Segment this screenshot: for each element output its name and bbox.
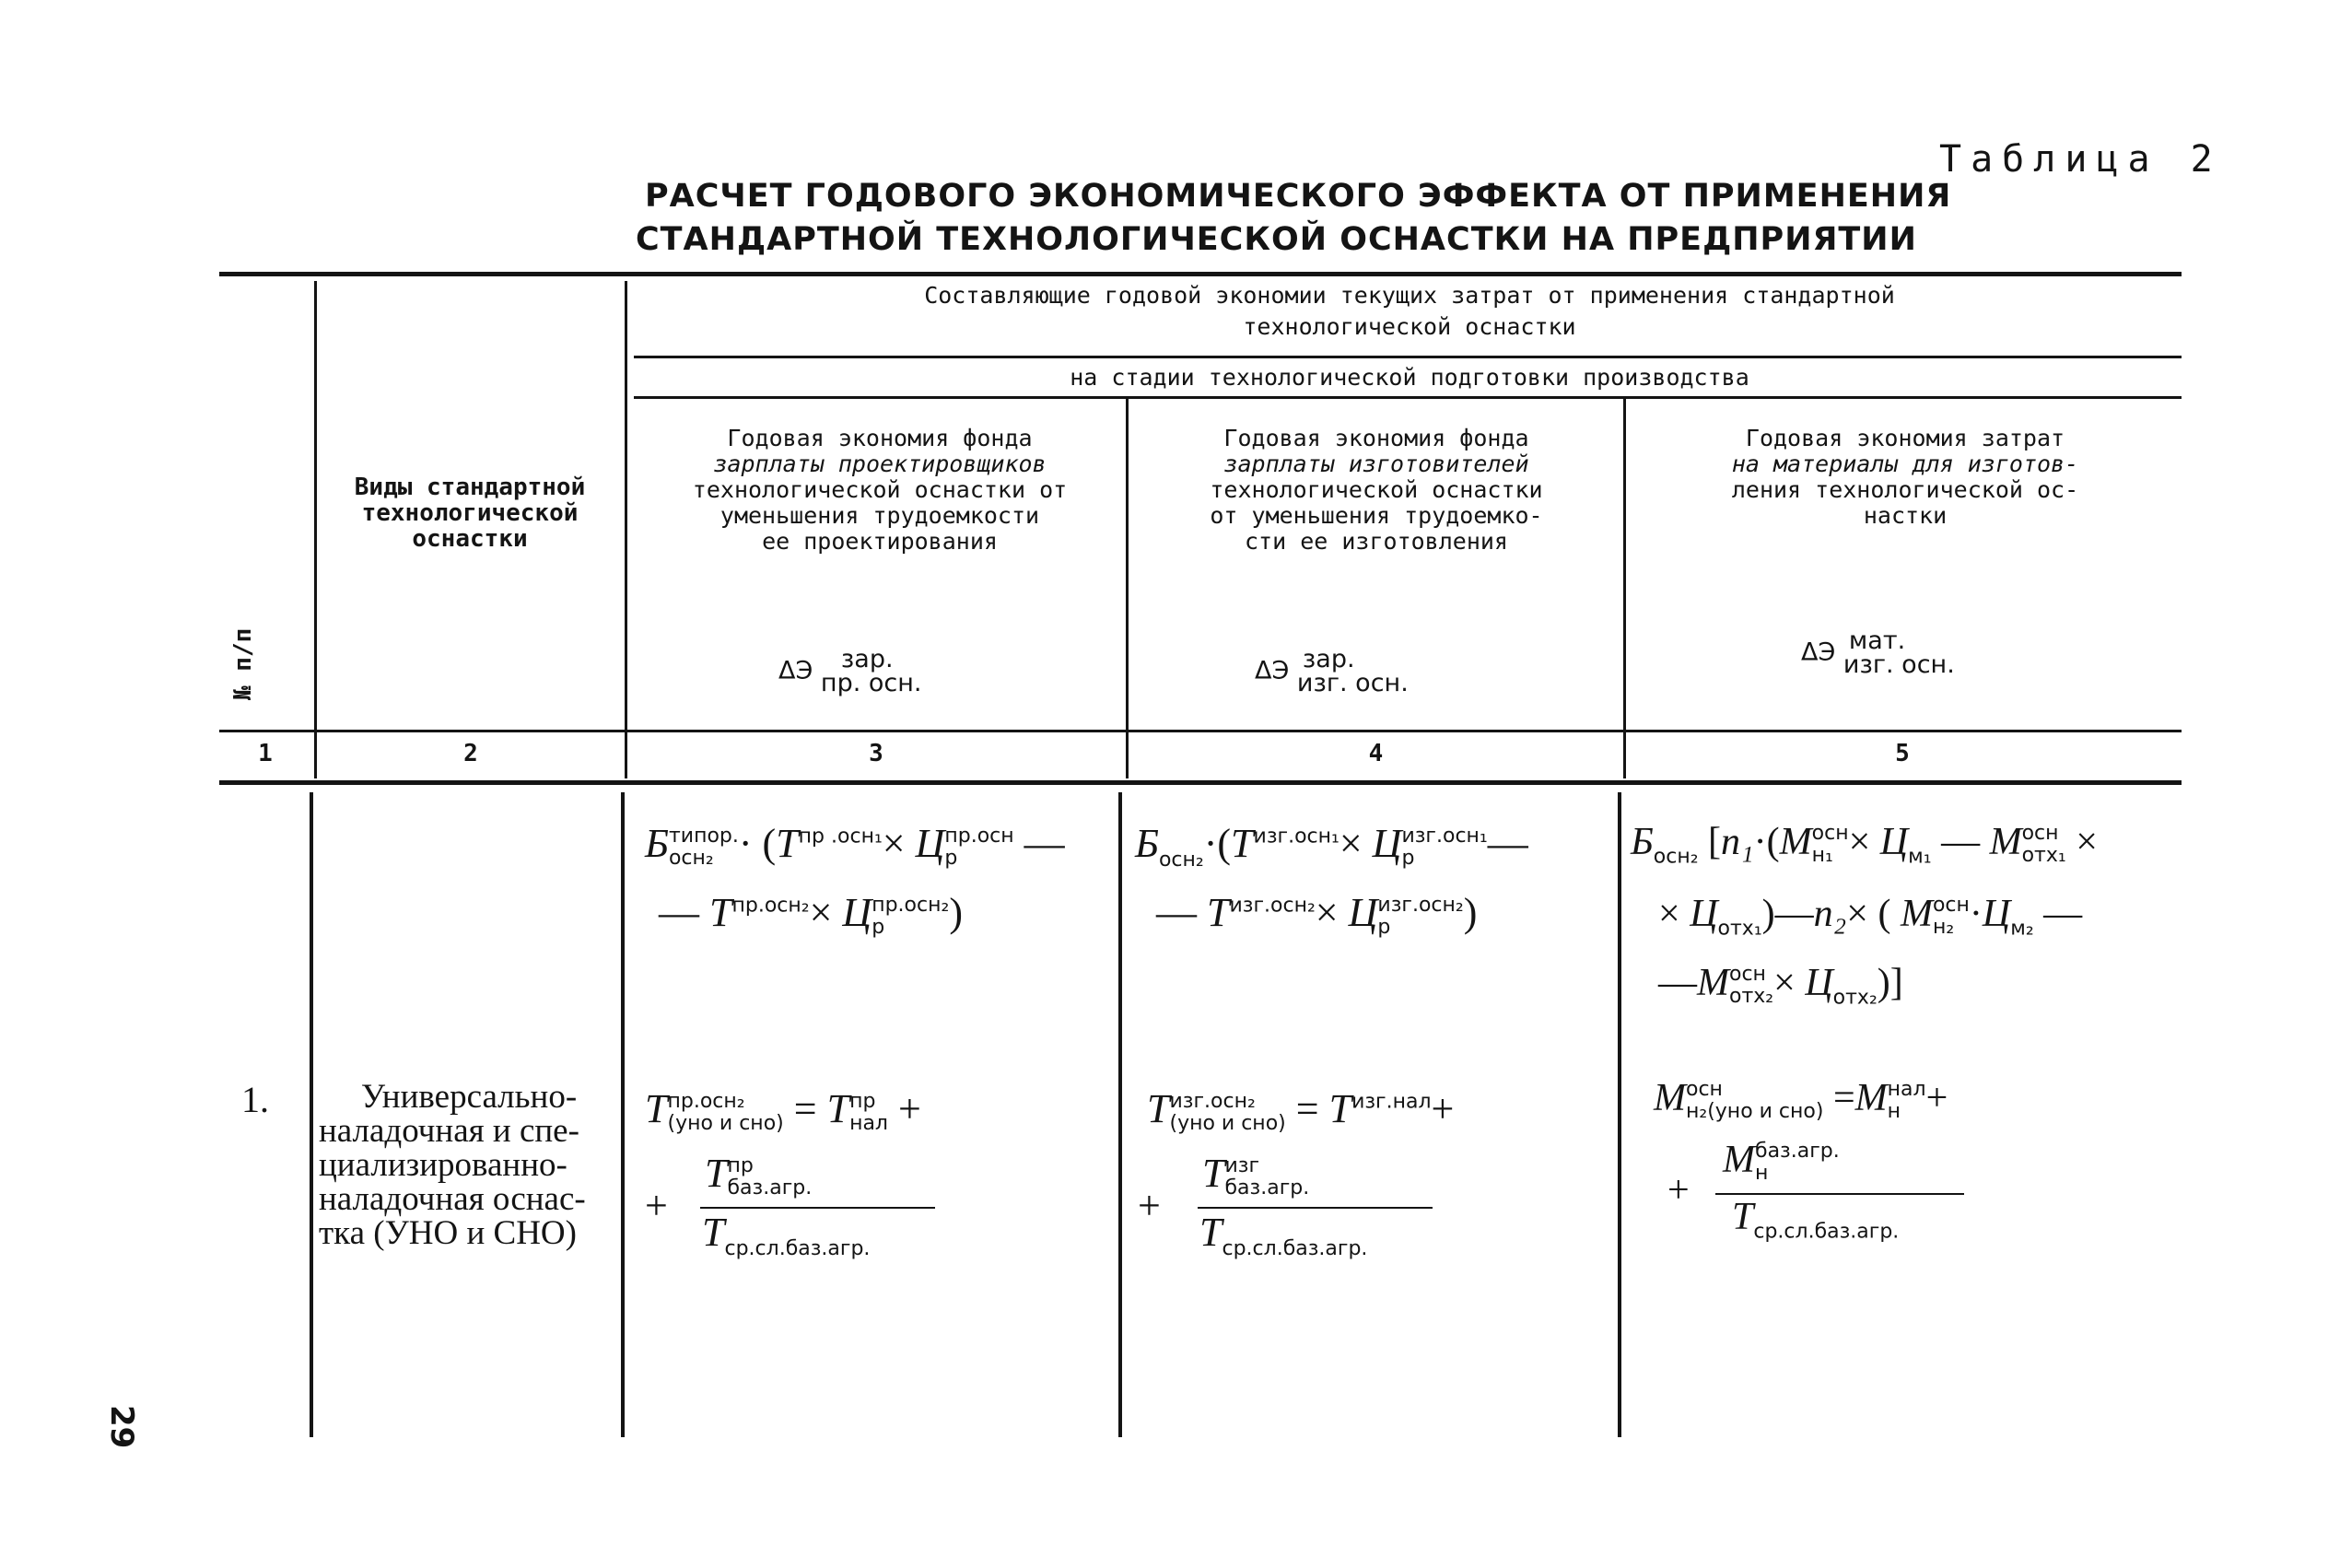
c5-otx1: отх₁ (2021, 844, 2066, 868)
table-label: Таблица 2 (1939, 138, 2222, 181)
c3-symbol-C: Ц (842, 890, 872, 935)
c4-symbol-T: T (1207, 890, 1230, 935)
col2-header (327, 474, 613, 552)
c3-plus: + (898, 1086, 921, 1131)
c3-eq-T-sub: (уно и сно) (667, 1111, 784, 1135)
c4-formula-line1: $Б_{осн_2}\cdot(T^{изг.осн_1}\times Ц$ изг.осн₁ р — (1135, 821, 1528, 872)
col4-header-line: сти ее изготовления (1245, 528, 1508, 555)
c5-symbol-B: Б (1631, 821, 1654, 863)
c5-symbol-M: М (1723, 1139, 1755, 1181)
c4-symbol-T: T (1202, 1151, 1225, 1196)
c5-symbol-C: Ц (1805, 962, 1833, 1004)
c5-times: × (1658, 893, 1680, 935)
c4-C-sub: р (1401, 846, 1415, 870)
c4-T2-sup: изг.осн₂ (1229, 894, 1316, 918)
c4-eq-T-sub: (уно и сно) (1169, 1111, 1286, 1135)
c4-symbol-C: Ц (1372, 821, 1402, 866)
c5-Cm2: м₂ (2010, 917, 2034, 941)
c4-eq-T-sup: изг.осн₂ (1169, 1089, 1256, 1113)
c3-C-sub: р (944, 846, 958, 870)
c5-M-sup: осн (1932, 894, 1970, 918)
numbers-rule (219, 780, 2182, 785)
c5-symbol-C: Ц (1982, 893, 2011, 935)
c4-formula-line2: — $T^{изг.осн_2}\times Ц$ изг.осн₂ р ) (1156, 890, 1478, 939)
c4-symbol-B: Б (1135, 821, 1159, 866)
col2-header-line: Виды стандартной (354, 474, 586, 501)
c3-eq-T-sup: пр.осн₂ (667, 1089, 745, 1113)
c3-den-sub: ср.сл.баз.агр. (724, 1236, 871, 1260)
row-kind-line: наладочная и спе- (319, 1112, 579, 1150)
c5-dot: · (1969, 893, 1983, 935)
col3-header-line: ее проектирования (762, 528, 998, 555)
subgroup-header: на стадии технологической подготовки производства (1070, 364, 1749, 391)
c5-symbol-M: М (1900, 893, 1933, 935)
col5-header (1629, 426, 2182, 529)
row-kind-line: циализированно- (319, 1146, 567, 1184)
vline-1-body (310, 792, 313, 1437)
c5-times: × (2076, 821, 2098, 863)
c4-symbol-T: T (1231, 821, 1254, 866)
c3-T1-sup: пр .осн₁ (798, 825, 883, 848)
row-kind-line: тка (УНО и СНО) (319, 1214, 577, 1252)
group-header-line: Составляющие годовой экономии текущих затрат от применения стандартной (924, 282, 1895, 309)
c3-B-sub: осн₂ (668, 846, 714, 870)
group-header (636, 283, 2183, 340)
row-number: 1. (241, 1079, 269, 1120)
col4-symbol-sub: изг. осн. (1296, 669, 1409, 697)
c5-M-n2: н₂ (1932, 916, 1955, 940)
c3-symbol-B: Б (645, 821, 669, 866)
c4-plus: + (1431, 1086, 1455, 1131)
c5-symbol-C: Ц (1879, 821, 1909, 863)
c5-formula-line1: $Б_{осн_2}$ [n₁·(М осн н₁ × $Ц_{м_1}$ — М осн отх₁ × (1631, 821, 2098, 869)
c5-eq-M-sub: н₂(уно и сно) (1686, 1100, 1824, 1124)
c4-symbol-T: T (1199, 1210, 1222, 1255)
c5-symbol-T: T (1732, 1196, 1754, 1238)
group-header-line: технологической оснастки (1243, 313, 1576, 340)
col4-symbol-sup: зар. (1302, 645, 1355, 673)
col-number-2: 2 (463, 740, 478, 767)
c4-plus-2: + (1138, 1183, 1161, 1228)
c5-formula-line2: × $Ц_{отх_1})—n_2\times$ ( М осн н₂ $\cdot Ц_{м_2}$ — (1658, 893, 2083, 941)
col-number-4: 4 (1368, 740, 1384, 767)
c3-symbol-C: Ц (915, 821, 945, 866)
c3-equals: = (793, 1086, 817, 1131)
c4-equation (1147, 1085, 1454, 1135)
c3-dot: · (738, 821, 753, 866)
col5-header-line: настки (1863, 502, 1948, 529)
c3-num-sup: пр (727, 1153, 754, 1177)
col4-header-line: зарплаты изготовителей (1223, 451, 1529, 477)
table-top-rule (219, 272, 2182, 276)
col5-header-line: на материалы для изготов- (1731, 451, 2079, 477)
c3-C2-sup: пр.осн₂ (872, 893, 950, 917)
c4-times: × (1315, 890, 1339, 935)
vline-2-body (621, 792, 625, 1437)
c5-fraction-numerator (1723, 1138, 1840, 1185)
c5-minus: — (2043, 893, 2083, 935)
c4-fraction-numerator (1202, 1150, 1309, 1199)
c5-otx1: отх₁ (1717, 917, 1762, 941)
c3-symbol-T: T (645, 1086, 668, 1131)
c5-plus: + (1925, 1077, 1948, 1119)
c4-C1-sup: изг.осн₁ (1401, 824, 1488, 848)
c5-plus-2: + (1667, 1169, 1690, 1211)
c5-den-sub: ср.сл.баз.агр. (1753, 1220, 1900, 1244)
vline-1 (314, 281, 317, 778)
c5-times: × (1848, 821, 1871, 863)
c4-T1-sup: изг.осн₁ (1253, 825, 1339, 848)
c5-Cm1: м₁ (1908, 845, 1932, 869)
col5-header-line: ления технологической ос- (1731, 476, 2079, 503)
c5-fraction-denominator (1732, 1195, 1899, 1243)
c3-times: × (882, 821, 906, 866)
c4-symbol-T: T (1147, 1086, 1170, 1131)
c4-num-sup: изг (1224, 1153, 1260, 1177)
col3-header (636, 426, 1124, 555)
c3-C-sup: пр.осн (944, 824, 1014, 848)
page-number: 29 (103, 1405, 140, 1449)
c5-minus: — (1941, 821, 1981, 863)
c3-symbol-T: T (826, 1086, 850, 1131)
col4-header-line: Годовая экономия фонда (1223, 425, 1529, 451)
c5-M-sup: осн (1811, 822, 1849, 846)
c3-symbol-T: T (709, 890, 732, 935)
header-rule (219, 730, 2182, 732)
c4-B-sub: осн₂ (1158, 848, 1204, 872)
vline-2 (625, 281, 627, 778)
col2-header-line: технологической (361, 499, 579, 527)
col3-symbol-sup: зар. (840, 645, 894, 673)
c5-otx2: отх₂ (1832, 986, 1878, 1010)
col1-header: № п/п (229, 627, 257, 700)
group-rule (634, 356, 2182, 358)
c4-symbol-T: T (1328, 1086, 1352, 1131)
col4-symbol (1255, 645, 1409, 697)
col5-symbol-sup: мат. (1848, 626, 1906, 655)
c5-symbol-M: М (1989, 821, 2022, 863)
title-line-2: СТАНДАРТНОЙ ТЕХНОЛОГИЧЕСКОЙ ОСНАСТКИ НА ПРЕДПРИЯТИИ (636, 221, 1917, 258)
c5-B-sub: осн₂ (1653, 845, 1699, 869)
c5-equation (1654, 1076, 1948, 1123)
c3-formula-line2: — $T^{пр.осн_2}\times Ц$ пр.осн₂ р ) (659, 890, 963, 939)
c5-symbol-M: М (1697, 962, 1729, 1004)
c4-rhs-sup: изг.нал (1351, 1090, 1432, 1114)
c3-T2-sup: пр.осн₂ (731, 894, 810, 918)
c5-minus: — (1658, 962, 1697, 1004)
vline-4 (1623, 399, 1626, 778)
c4-equals: = (1295, 1086, 1319, 1131)
col3-header-line: Годовая экономия фонда (727, 425, 1033, 451)
c3-fraction-denominator (702, 1209, 870, 1260)
c3-nal-sub: нал (849, 1111, 888, 1135)
c5-equals: = (1832, 1077, 1855, 1119)
c4-den-sub: ср.сл.баз.агр. (1222, 1236, 1368, 1260)
c4-times: × (1339, 821, 1363, 866)
title-line-1: РАСЧЕТ ГОДОВОГО ЭКОНОМИЧЕСКОГО ЭФФЕКТА ОТ ПРИМЕНЕНИЯ (645, 178, 1952, 215)
c3-nal-sup: пр (849, 1089, 876, 1113)
c4-minus: — (1156, 890, 1197, 935)
row-kind-line: Универсально- (360, 1078, 578, 1116)
col4-header (1131, 426, 1621, 555)
col5-header-line: Годовая экономия затрат (1745, 425, 2065, 451)
c5-n2: n₂ (1813, 893, 1847, 935)
c5-M-n1: н₁ (1811, 844, 1833, 868)
c3-minus: — (659, 890, 699, 935)
c5-dot: · (1753, 821, 1767, 863)
c3-symbol-T: T (705, 1151, 728, 1196)
c5-M-sup: осн (1729, 963, 1766, 987)
col3-header-line: технологической оснастки от (692, 476, 1068, 503)
row-kind (319, 1080, 619, 1250)
col2-header-line: оснастки (412, 525, 528, 553)
col-number-1: 1 (258, 740, 273, 767)
c3-symbol-T: T (776, 821, 799, 866)
c3-minus: — (1024, 821, 1065, 866)
col4-header-line: технологической оснастки (1210, 476, 1543, 503)
c3-formula-line1: Б типор. осн₂ · ($T^{пр .осн_1}\times Ц$ пр.осн р — (645, 821, 1065, 870)
col4-symbol-base: ΔЭ (1255, 656, 1290, 685)
c5-symbol-M: М (1854, 1077, 1888, 1119)
col3-symbol-base: ΔЭ (778, 656, 813, 685)
c5-nal-sup: нал (1887, 1078, 1926, 1102)
c3-C-sub: р (872, 915, 885, 939)
c5-symbol-M: М (1654, 1077, 1686, 1119)
col5-symbol (1801, 626, 1955, 679)
c4-symbol-C: Ц (1348, 890, 1378, 935)
row-kind-line: наладочная оснас- (319, 1180, 586, 1218)
c3-B-sup: типор. (668, 824, 739, 848)
c5-otx2: отх₂ (1729, 985, 1774, 1009)
c5-num-n-sub: н (1755, 1162, 1769, 1186)
c3-num-sub: баз.агр. (727, 1176, 813, 1199)
col4-header-line: от уменьшения трудоемко- (1210, 502, 1543, 529)
c5-num-sup: баз.агр. (1755, 1140, 1840, 1164)
c4-minus: — (1487, 821, 1528, 866)
c5-times: × (1773, 962, 1796, 1004)
c4-num-sub: баз.агр. (1224, 1176, 1310, 1199)
vline-4-body (1618, 792, 1621, 1437)
c4-dot: · (1203, 821, 1218, 866)
c5-symbol-C: Ц (1690, 893, 1718, 935)
subgroup-rule (634, 396, 2182, 399)
c4-fraction-denominator (1199, 1209, 1367, 1260)
vline-3 (1126, 399, 1129, 778)
c5-formula-line3: —М осн отх₂ × $Ц_{отх_2}$)] (1658, 962, 1903, 1010)
c5-minus: — (1774, 893, 1814, 935)
col5-symbol-base: ΔЭ (1801, 638, 1836, 667)
c4-C-sub: р (1377, 915, 1391, 939)
col3-header-line: зарплаты проектировщиков (713, 451, 1047, 477)
c5-n1: n₁ (1721, 821, 1754, 863)
c3-times: × (809, 890, 833, 935)
col3-symbol (778, 645, 922, 697)
c4-C2-sup: изг.осн₂ (1377, 893, 1464, 917)
col5-symbol-sub: изг. осн. (1843, 650, 1955, 679)
c3-symbol-T: T (702, 1210, 725, 1255)
c3-equation (645, 1085, 921, 1135)
c5-M-sup: осн (1686, 1078, 1723, 1102)
c3-fraction-numerator (705, 1150, 812, 1199)
c5-symbol-M: М (1779, 821, 1812, 863)
col3-header-line: уменьшения трудоемкости (719, 502, 1040, 529)
col3-symbol-sub: пр. осн. (820, 669, 922, 697)
c5-times: × (1846, 893, 1868, 935)
c5-n-sub: н (1887, 1100, 1901, 1124)
vline-3-body (1118, 792, 1122, 1437)
col-number-5: 5 (1895, 740, 1910, 767)
c3-plus-2: + (645, 1183, 668, 1228)
c5-M-sup: осн (2021, 822, 2059, 846)
col-number-3: 3 (869, 740, 883, 767)
